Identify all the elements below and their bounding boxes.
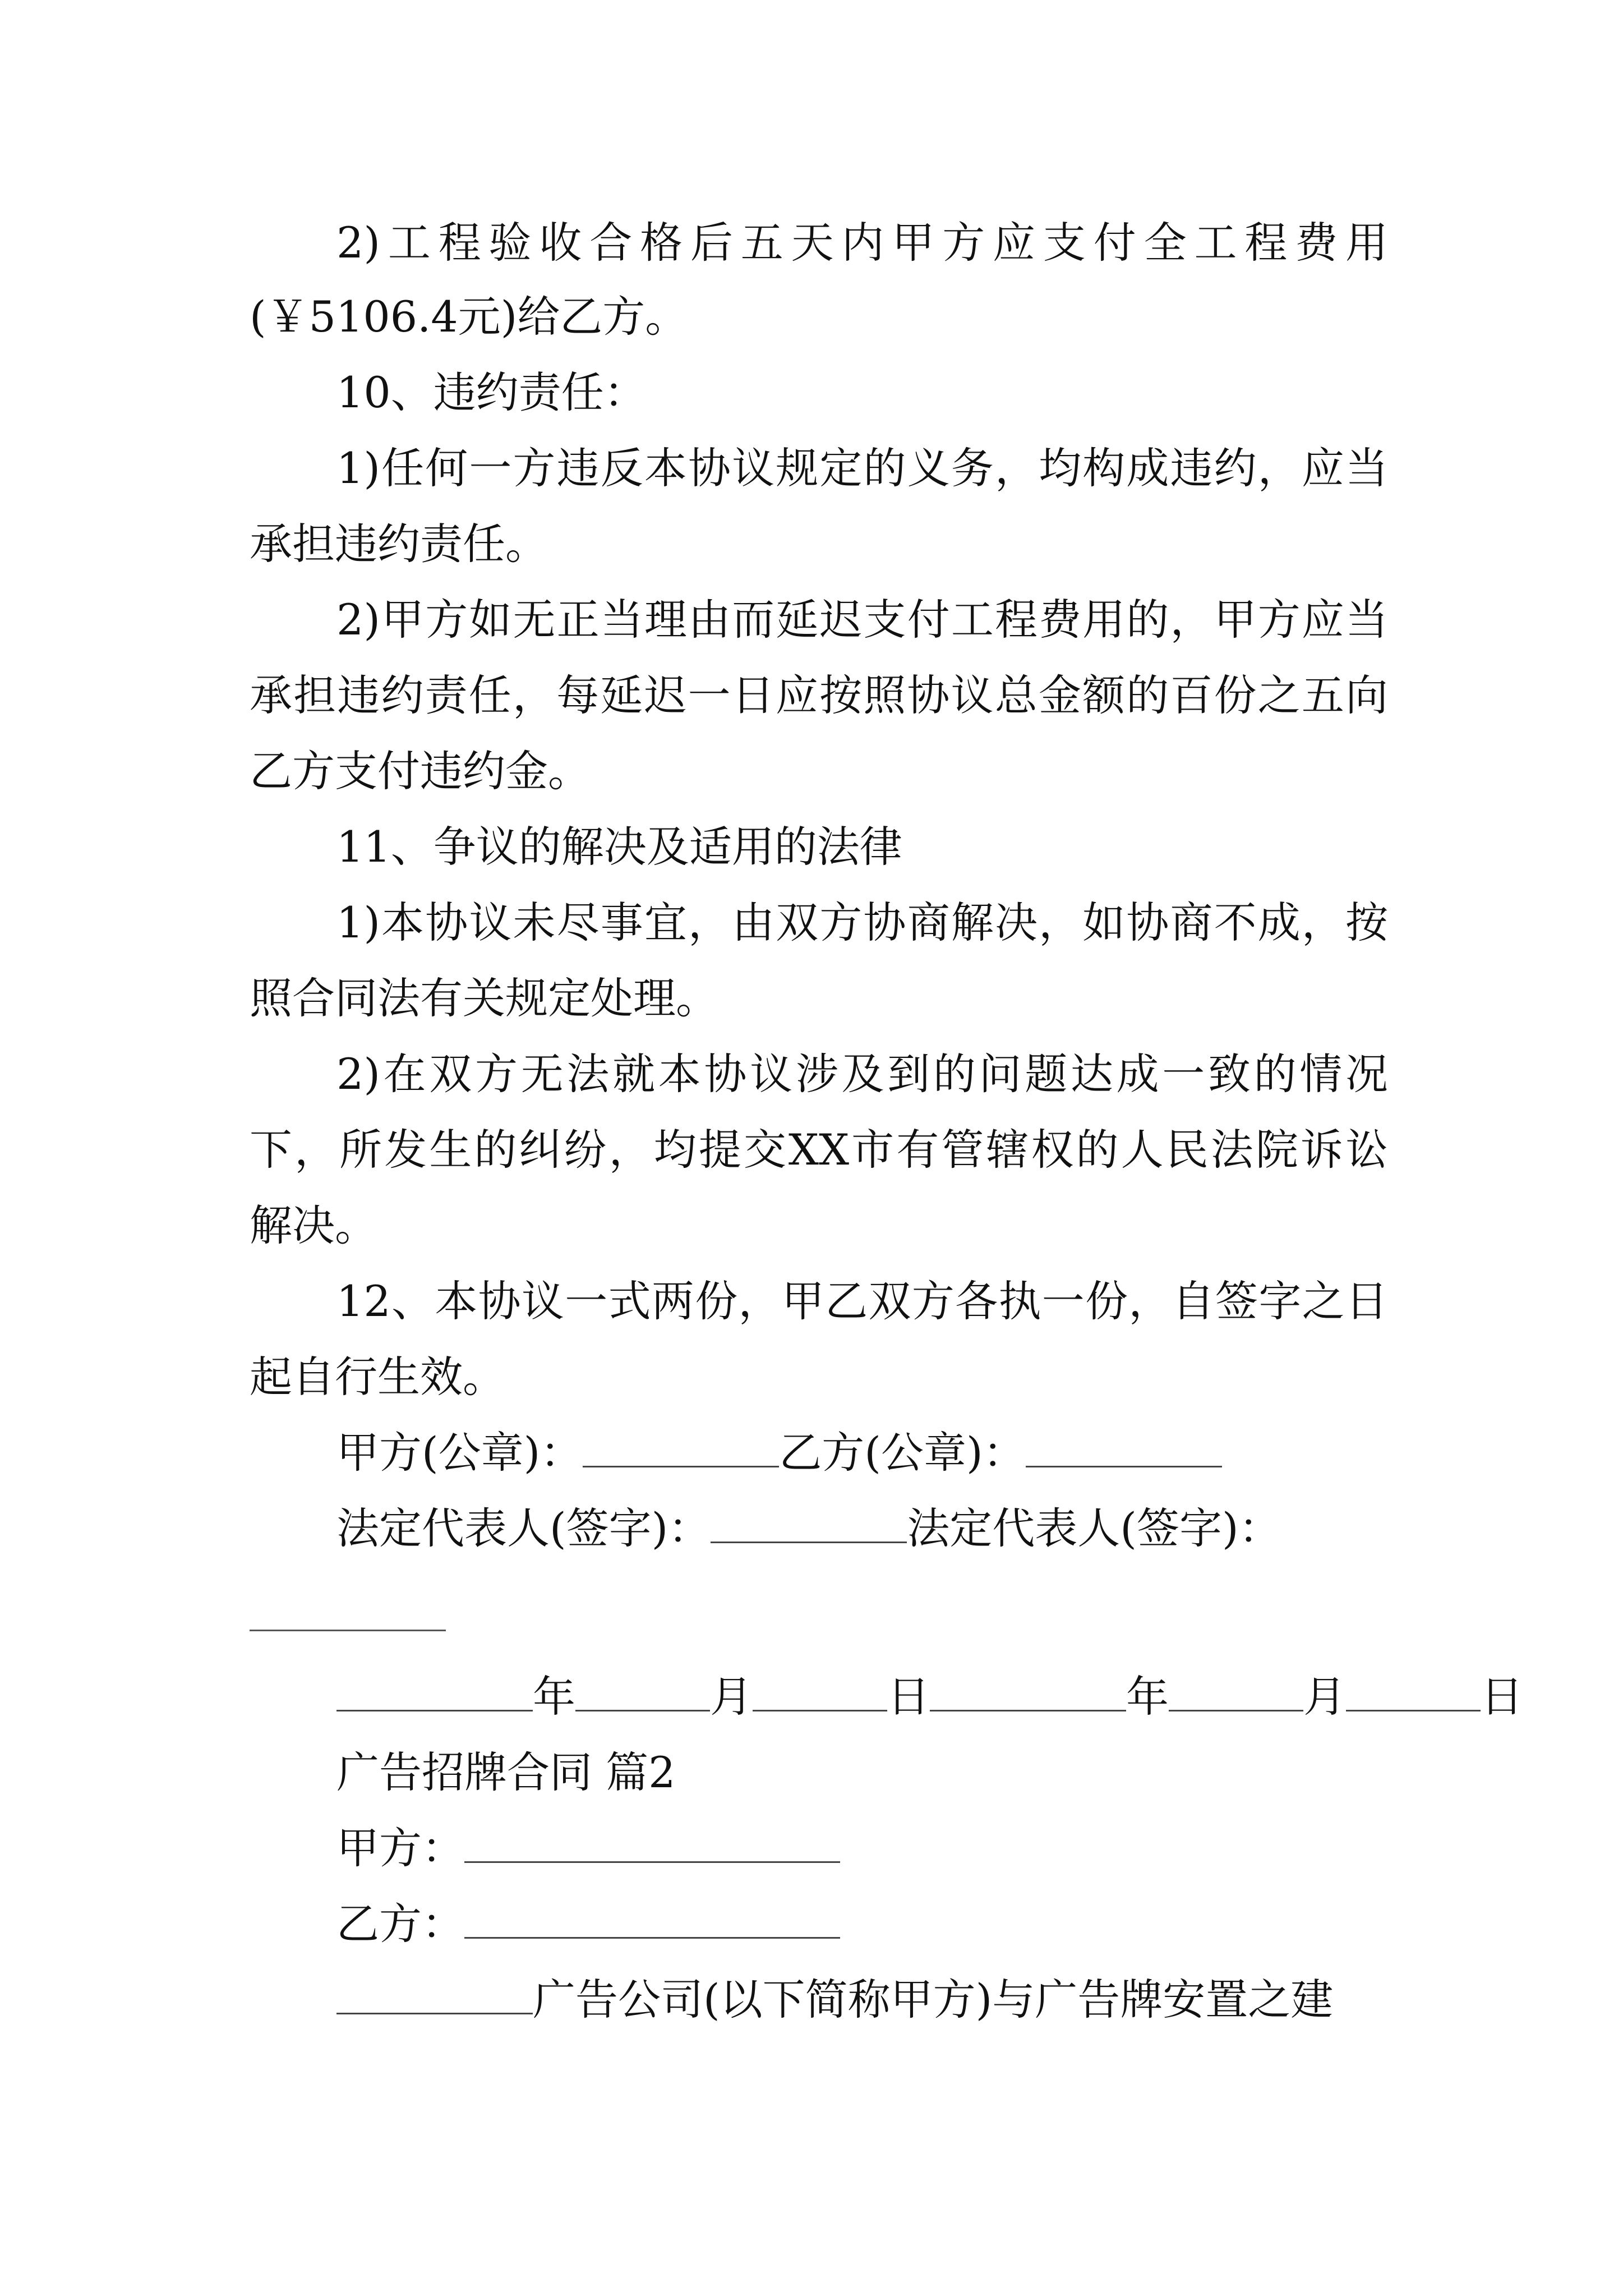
date-a-year-blank [336,1671,533,1711]
date-b-year-blank [930,1671,1126,1711]
party-b-seal-label: 乙方(公章)： [779,1428,1026,1478]
contract2-intro-text: 广告公司(以下简称甲方)与广告牌安置之建 [533,1975,1334,2024]
legal-rep-b-label: 法定代表人(签字)： [907,1503,1281,1553]
date-a-month-blank [575,1671,710,1711]
section-10-item2-line1: 2)甲方如无正当理由而延迟支付工程费用的，甲方应当 [336,595,1388,645]
signature-seal-row [336,1422,1388,1484]
contract2-party-b-row [336,1893,1388,1955]
date-a-month-label: 月 [710,1672,753,1722]
contract2-intro-blank [336,1973,533,2014]
section-10-item1-line1: 1)任何一方违反本协议规定的义务，均构成违约，应当 [336,443,1388,493]
legal-rep-a-blank [711,1502,907,1543]
date-b-day-blank [1346,1671,1481,1711]
party-b-seal-blank [1026,1427,1222,1467]
contract2-party-b-blank [464,1898,840,1939]
section-11-item2-line2: 下，所发生的纠纷，均提交XX市有管辖权的人民法院诉讼 [250,1125,1388,1175]
contract2-intro-row [336,1969,1388,2031]
section-10-heading: 10、违约责任： [336,367,647,417]
party-a-seal-label: 甲方(公章)： [336,1428,583,1478]
contract2-party-b-label: 乙方： [336,1899,464,1949]
section-11-item1-line1: 1)本协议未尽事宜，由双方协商解决，如协商不成，按 [336,898,1388,947]
legal-rep-b-blank [250,1630,446,1631]
paragraph-payment-line1: 2)工程验收合格后五天内甲方应支付全工程费用 [336,218,1388,268]
date-b-year-label: 年 [1126,1672,1169,1722]
section-10-item1-line2: 承担违约责任。 [250,519,548,569]
contract2-title: 广告招牌合同 篇2 [336,1747,676,1797]
legal-rep-a-label: 法定代表人(签字)： [336,1503,711,1553]
party-a-seal-blank [583,1427,779,1467]
section-10-item2-line3: 乙方支付违约金。 [250,746,591,796]
section-10-item2-line2: 承担违约责任，每延迟一日应按照协议总金额的百份之五向 [250,670,1388,720]
date-a-year-label: 年 [533,1672,575,1722]
contract2-party-a-blank [464,1822,840,1863]
section-11-item2-line3: 解决。 [250,1200,377,1250]
section-12-line1: 12、本协议一式两份，甲乙双方各执一份，自签字之日 [336,1276,1388,1326]
section-11-item1-line2: 照合同法有关规定处理。 [250,973,718,1023]
contract2-party-a-label: 甲方： [336,1823,464,1873]
section-11-heading: 11、争议的解决及适用的法律 [336,822,902,872]
paragraph-payment-line2: (￥5106.4元)给乙方。 [250,292,688,342]
date-b-month-label: 月 [1303,1672,1346,1722]
contract2-party-a-row [336,1818,1388,1879]
section-12-line2: 起自行生效。 [250,1352,505,1402]
signature-rep-row [336,1498,1388,1559]
date-a-day-label: 日 [887,1672,930,1722]
date-b-month-blank [1169,1671,1303,1711]
signature-date-row [336,1666,1523,1728]
section-11-item2-line1: 2)在双方无法就本协议涉及到的问题达成一致的情况 [336,1049,1388,1099]
date-b-day-label: 日 [1481,1672,1523,1722]
date-a-day-blank [753,1671,887,1711]
